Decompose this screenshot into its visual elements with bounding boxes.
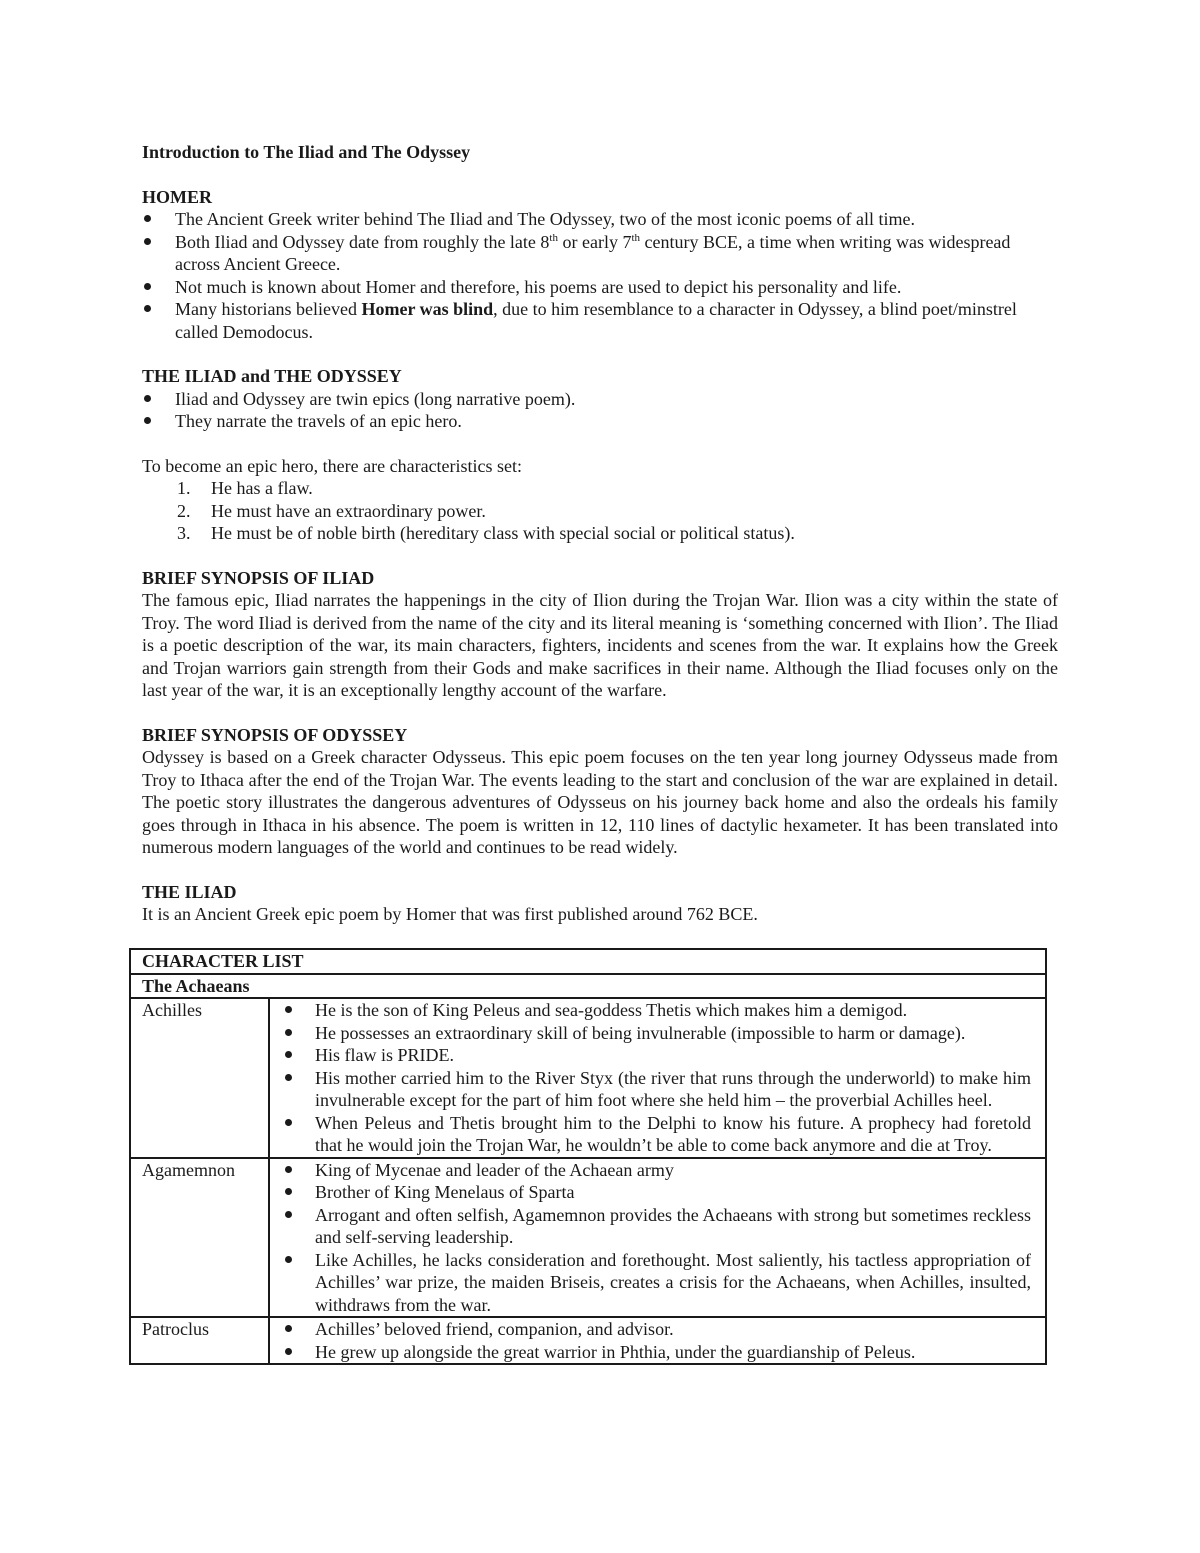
table-row bbox=[130, 1158, 1046, 1318]
character-name: Agamemnon bbox=[130, 1158, 269, 1318]
the-iliad-text: It is an Ancient Greek epic poem by Homer that was first published around 762 BCE. bbox=[142, 904, 758, 924]
homer-bullet-list bbox=[142, 208, 1058, 343]
list-item: When Peleus and Thetis brought him to the Delphi to know his future. A prophecy had foretold that he would join the Trojan War, he wouldn’t be able to come back anymore and die at Troy. bbox=[315, 1112, 1031, 1155]
list-item: King of Mycenae and leader of the Achaean army bbox=[315, 1159, 1031, 1182]
list-item: 2. He must have an extraordinary power. bbox=[177, 500, 486, 521]
character-name: Achilles bbox=[130, 998, 269, 1158]
list-item: Achilles’ beloved friend, companion, and advisor. bbox=[315, 1318, 1031, 1341]
odyssey-synopsis-heading: BRIEF SYNOPSIS OF ODYSSEY bbox=[142, 724, 408, 745]
table-row bbox=[130, 1317, 1046, 1364]
list-item: Many historians believed Homer was blind, due to him resemblance to a character in Odyssey, a blind poet/minstrel called Demodocus. bbox=[175, 298, 1058, 343]
list-item: Iliad and Odyssey are twin epics (long narrative poem). bbox=[175, 388, 1058, 411]
list-item: Not much is known about Homer and therefore, his poems are used to depict his personality and life. bbox=[175, 276, 1058, 299]
list-item: Brother of King Menelaus of Sparta bbox=[315, 1181, 1031, 1204]
character-facts bbox=[269, 1158, 1046, 1318]
document-page bbox=[142, 141, 1058, 926]
iliad-odyssey-heading: THE ILIAD and THE ODYSSEY bbox=[142, 366, 402, 386]
character-facts bbox=[269, 998, 1046, 1158]
homer-heading: HOMER bbox=[142, 186, 212, 207]
character-name: Patroclus bbox=[130, 1317, 269, 1364]
iliad-synopsis-text: The famous epic, Iliad narrates the happenings in the city of Ilion during the Trojan War. Ilion was a city within the state of Troy. The word Iliad is derived from the name of the city and its literal meaning is ‘something concerned with Ilion’. The Iliad is a poetic description of the war, its main characters, fighters, incidents and scenes from the war. It explains how the Greek and Trojan warriors gain strength from their Gods and make sacrifices in their name. Although the Iliad focuses only on the last year of the war, it is an exceptionally lengthy account of the warfare. bbox=[142, 590, 1058, 700]
list-item: His flaw is PRIDE. bbox=[315, 1044, 1031, 1067]
epic-hero-characteristics-list bbox=[142, 477, 1058, 545]
list-item: They narrate the travels of an epic hero. bbox=[175, 410, 1058, 433]
the-iliad-heading: THE ILIAD bbox=[142, 881, 237, 902]
list-item: He is the son of King Peleus and sea-goddess Thetis which makes him a demigod. bbox=[315, 999, 1031, 1022]
character-list-table bbox=[129, 948, 1047, 1365]
list-item: Both Iliad and Odyssey date from roughly the late 8th or early 7th century BCE, a time when writing was widespread across Ancient Greece. bbox=[175, 231, 1058, 276]
list-item: He grew up alongside the great warrior in Phthia, under the guardianship of Peleus. bbox=[315, 1341, 1031, 1364]
epic-hero-intro: To become an epic hero, there are characteristics set: bbox=[142, 455, 523, 476]
list-item: 3. He must be of noble birth (hereditary class with special social or political status). bbox=[177, 523, 795, 543]
iliad-synopsis-heading: BRIEF SYNOPSIS OF ILIAD bbox=[142, 567, 375, 588]
emphasis-text: Homer was blind bbox=[361, 299, 494, 319]
table-header: CHARACTER LIST bbox=[130, 949, 1046, 974]
list-item: Like Achilles, he lacks consideration and forethought. Most saliently, his tactless appropriation of Achilles’ war prize, the maiden Briseis, creates a crisis for the Achaeans, when Achilles, insulted, withdraws from the war. bbox=[315, 1249, 1031, 1315]
iliad-odyssey-bullet-list bbox=[142, 388, 1058, 433]
table-row bbox=[130, 998, 1046, 1158]
list-item: He possesses an extraordinary skill of being invulnerable (impossible to harm or damage). bbox=[315, 1022, 1031, 1045]
document-title: Introduction to The Iliad and The Odyssey bbox=[142, 142, 471, 162]
table-header-row bbox=[130, 949, 1046, 974]
list-item: The Ancient Greek writer behind The Iliad and The Odyssey, two of the most iconic poems of all time. bbox=[175, 208, 1058, 231]
odyssey-synopsis-text: Odyssey is based on a Greek character Odysseus. This epic poem focuses on the ten year long journey Odysseus made from Troy to Ithaca after the end of the Trojan War. The events leading to the start and conclusion of the war are explained in detail. The poetic story illustrates the dangerous adventures of Odysseus on his journey back home and also the ordeals his family goes through in Ithaca in his absence. The poem is written in 12, 110 lines of dactylic hexameter. It has been translated into numerous modern languages of the world and continues to be read widely. bbox=[142, 747, 1058, 857]
list-item: 1. He has a flaw. bbox=[177, 478, 313, 498]
list-item: His mother carried him to the River Styx (the river that runs through the underworld) to make him invulnerable except for the part of him foot where she held him – the proverbial Achilles heel. bbox=[315, 1067, 1031, 1110]
character-facts bbox=[269, 1317, 1046, 1364]
list-item: Arrogant and often selfish, Agamemnon provides the Achaeans with strong but sometimes reckless and self-serving leadership. bbox=[315, 1204, 1031, 1247]
table-group-label: The Achaeans bbox=[130, 974, 1046, 999]
table-group-row bbox=[130, 974, 1046, 999]
